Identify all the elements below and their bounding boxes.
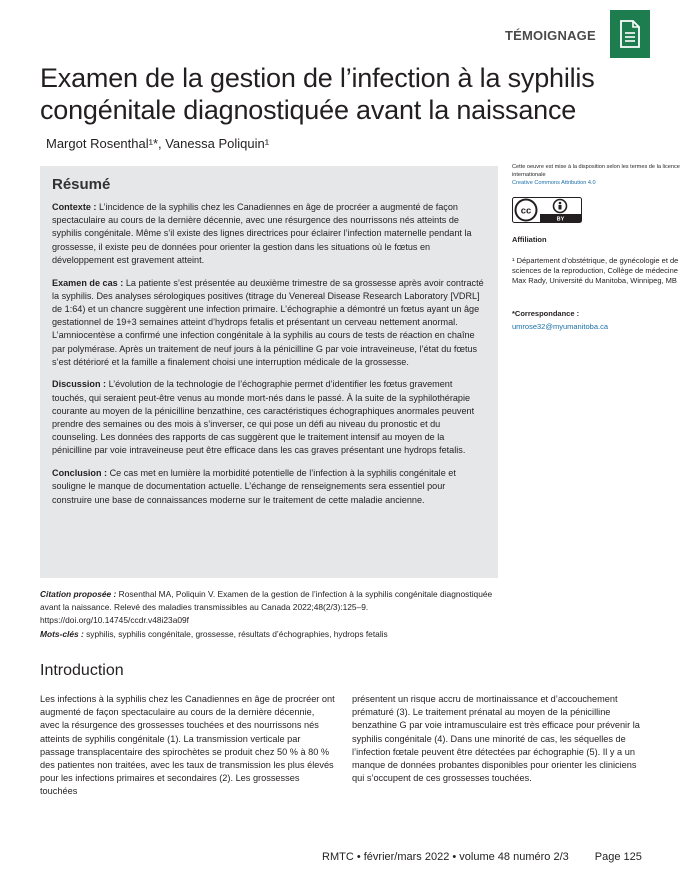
svg-text:BY: BY — [556, 216, 565, 223]
page-number: Page 125 — [594, 851, 642, 863]
discussion-text: L’évolution de la technologie de l’échographie permet d’identifier les fœtus gravement touchés, qui seraient peut-être venus au monde mort-nés dans le passé. À la suite de la syphilothérapie courante au moyen de la pénicilline benzathine, ces caractéristiques échographiques anormales peuvent prendre des semaines ou des mois à s’inverser, ce qui pose un défi au niveau du pronostic et du counseling. Les données des rapports de cas suggèrent que le traitement intensif au moyen de la pénicilline par voie intraveineuse peut être efficace dans les cas graves présentant une hydrops fetalis. — [52, 379, 475, 456]
sidebar — [512, 163, 682, 331]
document-badge — [610, 10, 650, 58]
abstract-case — [52, 277, 486, 369]
page-footer — [322, 851, 642, 863]
introduction-column-2 — [352, 693, 648, 785]
correspondence-email[interactable]: umrose32@myumanitoba.ca — [512, 321, 608, 331]
svg-text:cc: cc — [520, 205, 532, 217]
context-text: L’incidence de la syphilis chez les Canadiennes en âge de procréer a augmenté de façon spectaculaire au cours de la dernière décennie, avec une résurgence des nourrissons nés atteints de syphilis congénitale. Même s’il existe des lignes directrices pour éclairer l’infection maternelle pendant la grossesse, il existe peu de données pour orienter la gestion dans les situations où le fœtus en développement est gravement atteint. — [52, 202, 472, 265]
introduction-column-1 — [40, 693, 336, 799]
introduction-col2-text: présentent un risque accru de mortinaissance et d’accouchement prématuré (3). Le traitement prénatal au moyen de la pénicilline benzathine G par voie intramusculaire est très efficace pour prévenir la syphilis congénitale (4). Dans une minorité de cas, les séquelles de l’infection fœtale peuvent être détectées par échographie (5). Il y a un manque de données probantes disponibles pour orienter les cliniciens qui s’occupent de ces grossesses touchées. — [352, 694, 640, 784]
journal-info: RMTC • février/mars 2022 • volume 48 numéro 2/3 — [322, 851, 569, 863]
citation-text[interactable]: Rosenthal MA, Poliquin V. Examen de la gestion de l’infection à la syphilis congénitale diagnostiquée avant la naissance. Relevé des maladies transmissibles au Canada 2022;48(2/3):125–9. https://doi.org/10.14745/ccdr.v48i23a09f — [40, 589, 493, 626]
introduction-col1-text: Les infections à la syphilis chez les Canadiennes en âge de procréer ont augmenté de façon spectaculaire au cours de la dernière décennie, avec la résurgence des grossesses touchées et des nourrissons nés atteints de syphilis congénitale (1). La transmission verticale par passage transplacentaire des spirochètes se produit chez 50 % à 80 % des patientes non traitées, avec les taux de transmission les plus élevés pour les infections primaires et secondaires (2). Les grossesses touchées — [40, 694, 335, 797]
citation-label: Citation proposée : — [40, 589, 117, 599]
keywords-text: syphilis, syphilis congénitale, grossesse, résultats d’échographies, hydrops fetalis — [86, 628, 388, 639]
license-link[interactable]: Creative Commons Attribution 4.0 — [512, 180, 596, 186]
authors: Margot Rosenthal¹*, Vanessa Poliquin¹ — [46, 136, 270, 151]
suggested-citation — [40, 588, 500, 628]
license-text: Cette oeuvre est mise à la disposition selon les termes de la licence internationale — [512, 164, 680, 178]
discussion-label: Discussion : — [52, 379, 107, 390]
article-title: Examen de la gestion de l’infection à la syphilis congénitale diagnostiquée avant la naissance — [40, 63, 595, 125]
keywords — [40, 628, 500, 641]
keywords-label: Mots-clés : — [40, 628, 84, 639]
conclusion-text: Ce cas met en lumière la morbidité potentielle de l’infection à la syphilis congénitale et souligne le manque de documentation actuelle. L’échange de renseignements sera essentiel pour construire une base de connaissances moderne sur le traitement de cette maladie ancienne. — [52, 468, 456, 505]
section-tag: TÉMOIGNAGE — [505, 28, 596, 43]
affiliation-heading: Affiliation — [512, 235, 547, 244]
citation-block — [40, 588, 500, 641]
document-icon — [619, 20, 641, 48]
abstract-discussion — [52, 378, 486, 457]
affiliation-text: ¹ Département d’obstétrique, de gynécologie et de sciences de la reproduction, Collège de médecine Max Rady, Université du Manitoba, Winnipeg, MB — [512, 256, 679, 286]
abstract-heading: Résumé — [52, 176, 111, 193]
abstract-box — [40, 166, 498, 578]
context-label: Contexte : — [52, 202, 97, 212]
introduction-heading: Introduction — [40, 662, 124, 679]
abstract-context — [52, 201, 486, 267]
cc-by-license-icon[interactable] — [512, 197, 582, 223]
conclusion-label: Conclusion : — [52, 468, 108, 479]
abstract-conclusion — [52, 467, 486, 507]
case-text: La patiente s’est présentée au deuxième trimestre de sa grossesse après avoir contracté la syphilis. Des analyses sérologiques positives (titrage du Venereal Disease Research Laboratory [VDRL] de 1:64) et un chancre suggèrent une infection primaire. L’échographie a démontré un fœtus ayant un âge gestationnel de 19+3 semaines atteint d’hydrops fetalis et présentant un cerveau nettement anormal. L’amniocentèse a confirmé une infection congénitale à la syphilis au cours de tests de réaction en chaîne par polymérase. Après un traitement de neuf jours à la pénicilline G par voie intraveineuse, l’état du fœtus s’est détérioré et la famille a finalement choisi une interruption médicale de la grossesse. — [52, 277, 484, 367]
correspondence-heading: *Correspondance : — [512, 308, 580, 318]
case-label: Examen de cas : — [52, 277, 124, 288]
